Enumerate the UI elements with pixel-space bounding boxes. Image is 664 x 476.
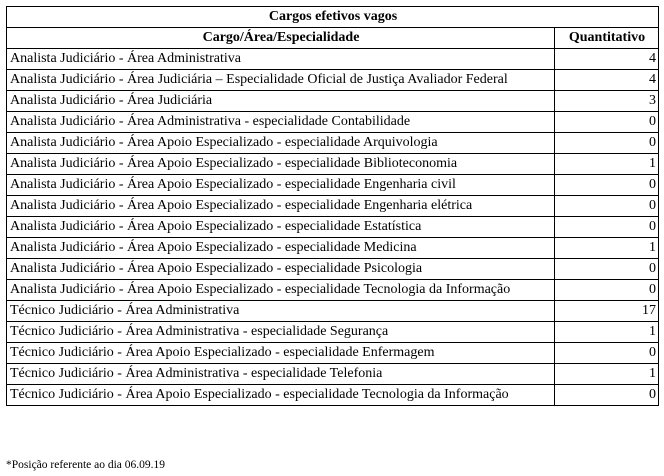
table-row	[7, 322, 659, 343]
quantitativo-cell: 0	[555, 280, 659, 301]
cargo-cell: Técnico Judiciário - Área Apoio Especializado - especialidade Enfermagem	[7, 343, 555, 364]
cargo-cell: Analista Judiciário - Área Administrativa - especialidade Contabilidade	[7, 112, 555, 133]
quantitativo-cell: 1	[555, 322, 659, 343]
quantitativo-cell: 0	[555, 133, 659, 154]
cargo-cell: Analista Judiciário - Área Judiciária – Especialidade Oficial de Justiça Avaliador Federal	[7, 70, 555, 91]
footnote: *Posição referente ao dia 06.09.19	[6, 459, 166, 471]
cargo-cell: Técnico Judiciário - Área Administrativa	[7, 301, 555, 322]
cargo-cell: Analista Judiciário - Área Apoio Especializado - especialidade Arquivologia	[7, 133, 555, 154]
table-row	[7, 196, 659, 217]
table-title-row	[7, 7, 659, 28]
table-header-row	[7, 28, 659, 49]
table-row	[7, 364, 659, 385]
table-row	[7, 175, 659, 196]
quantitativo-cell: 1	[555, 364, 659, 385]
column-header-quantitativo: Quantitativo	[555, 28, 659, 49]
quantitativo-cell: 0	[555, 112, 659, 133]
cargo-cell: Analista Judiciário - Área Judiciária	[7, 91, 555, 112]
vacancies-table	[6, 6, 659, 406]
cargo-cell: Analista Judiciário - Área Administrativa	[7, 49, 555, 70]
table-row	[7, 91, 659, 112]
table-row	[7, 154, 659, 175]
quantitativo-cell: 1	[555, 154, 659, 175]
cargo-cell: Analista Judiciário - Área Apoio Especializado - especialidade Biblioteconomia	[7, 154, 555, 175]
table-row	[7, 49, 659, 70]
quantitativo-cell: 0	[555, 196, 659, 217]
table-row	[7, 112, 659, 133]
cargo-cell: Técnico Judiciário - Área Administrativa - especialidade Segurança	[7, 322, 555, 343]
vacancies-table-container	[6, 6, 658, 406]
table-row	[7, 217, 659, 238]
quantitativo-cell: 4	[555, 70, 659, 91]
table-row	[7, 259, 659, 280]
cargo-cell: Analista Judiciário - Área Apoio Especializado - especialidade Tecnologia da Informação	[7, 280, 555, 301]
table-row	[7, 343, 659, 364]
quantitativo-cell: 17	[555, 301, 659, 322]
quantitativo-cell: 0	[555, 343, 659, 364]
table-row	[7, 133, 659, 154]
quantitativo-cell: 0	[555, 385, 659, 406]
cargo-cell: Técnico Judiciário - Área Administrativa - especialidade Telefonia	[7, 364, 555, 385]
cargo-cell: Analista Judiciário - Área Apoio Especializado - especialidade Psicologia	[7, 259, 555, 280]
table-row	[7, 70, 659, 91]
cargo-cell: Analista Judiciário - Área Apoio Especializado - especialidade Engenharia civil	[7, 175, 555, 196]
quantitativo-cell: 0	[555, 217, 659, 238]
quantitativo-cell: 0	[555, 259, 659, 280]
table-row	[7, 238, 659, 259]
quantitativo-cell: 3	[555, 91, 659, 112]
cargo-cell: Técnico Judiciário - Área Apoio Especializado - especialidade Tecnologia da Informação	[7, 385, 555, 406]
table-row	[7, 385, 659, 406]
cargo-cell: Analista Judiciário - Área Apoio Especializado - especialidade Estatística	[7, 217, 555, 238]
quantitativo-cell: 0	[555, 175, 659, 196]
quantitativo-cell: 1	[555, 238, 659, 259]
table-row	[7, 280, 659, 301]
table-title: Cargos efetivos vagos	[7, 7, 659, 28]
quantitativo-cell: 4	[555, 49, 659, 70]
column-header-cargo: Cargo/Área/Especialidade	[7, 28, 555, 49]
table-row	[7, 301, 659, 322]
cargo-cell: Analista Judiciário - Área Apoio Especializado - especialidade Engenharia elétrica	[7, 196, 555, 217]
cargo-cell: Analista Judiciário - Área Apoio Especializado - especialidade Medicina	[7, 238, 555, 259]
